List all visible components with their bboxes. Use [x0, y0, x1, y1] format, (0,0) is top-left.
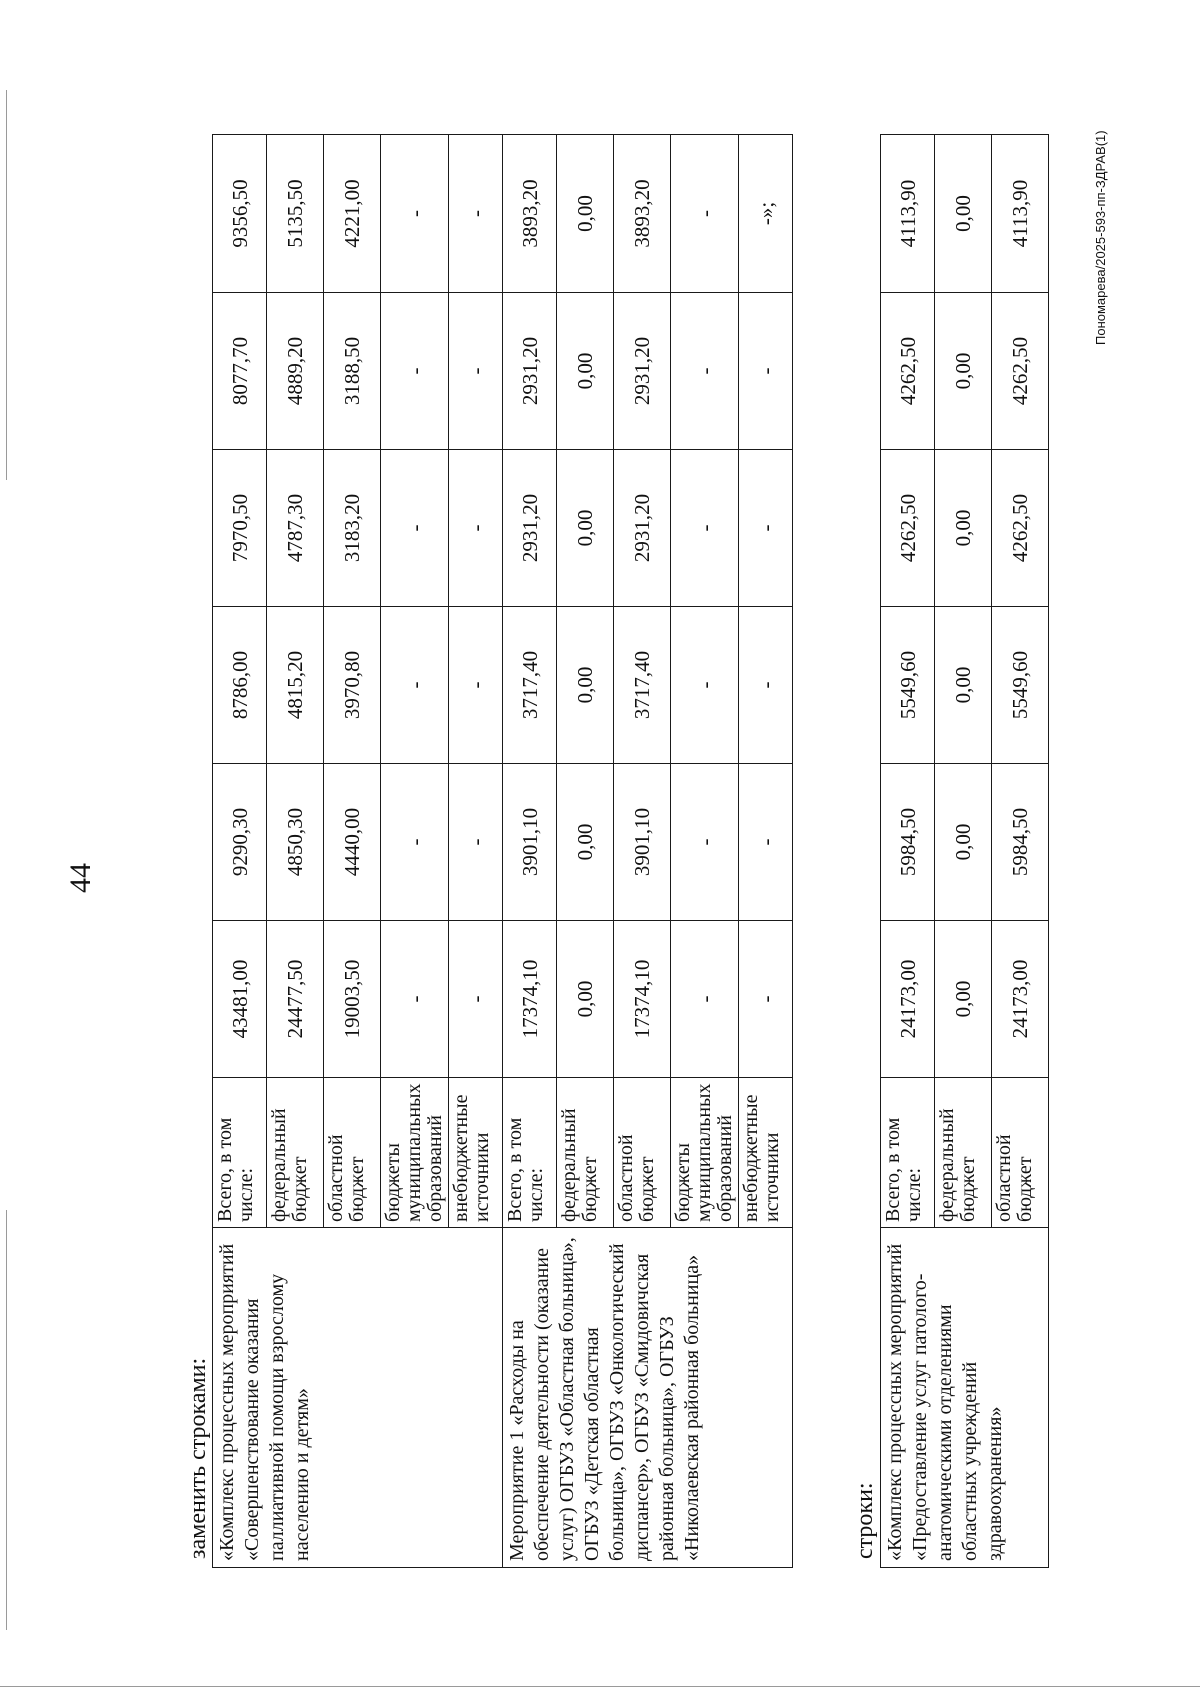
- funding-source: федеральный бюджет: [557, 1078, 614, 1228]
- amount-cell: 3188,50: [324, 293, 381, 450]
- amount-cell: 24173,00: [992, 921, 1049, 1078]
- amount-cell: -: [449, 921, 503, 1078]
- amount-cell: 3901,10: [503, 764, 557, 921]
- amount-cell: 2931,20: [614, 450, 671, 607]
- caption-replace: заменить строками:: [185, 1357, 211, 1559]
- amount-cell: -: [449, 764, 503, 921]
- amount-cell: 3893,20: [614, 135, 671, 293]
- amount-cell: -: [671, 607, 739, 764]
- amount-cell: 4113,90: [881, 135, 935, 293]
- amount-cell: 0,00: [935, 135, 992, 293]
- amount-cell: 5135,50: [267, 135, 324, 293]
- amount-cell: -: [449, 607, 503, 764]
- amount-cell: 3183,20: [324, 450, 381, 607]
- amount-cell: 2931,20: [614, 293, 671, 450]
- amount-cell: 0,00: [935, 293, 992, 450]
- amount-cell: 5549,60: [992, 607, 1049, 764]
- funding-source: федеральный бюджет: [935, 1078, 992, 1228]
- amount-cell: 0,00: [557, 921, 614, 1078]
- table-row: [881, 135, 935, 1568]
- amount-cell: 0,00: [557, 135, 614, 293]
- amount-cell: -: [381, 764, 449, 921]
- amount-cell: -: [739, 607, 793, 764]
- amount-cell: 0,00: [935, 607, 992, 764]
- amount-cell: -: [381, 607, 449, 764]
- amount-cell: 4787,30: [267, 450, 324, 607]
- amount-cell: 43481,00: [213, 921, 267, 1078]
- amount-cell: 4113,90: [992, 135, 1049, 293]
- amount-cell: 3970,80: [324, 607, 381, 764]
- amount-cell: 0,00: [935, 921, 992, 1078]
- amount-cell: -: [739, 293, 793, 450]
- document-reference: [1093, 130, 1200, 360]
- amount-cell: 9290,30: [213, 764, 267, 921]
- amount-cell: 0,00: [557, 607, 614, 764]
- amount-cell: -: [449, 450, 503, 607]
- amount-cell: 2931,20: [503, 293, 557, 450]
- scan-edge-line: [6, 1210, 7, 1630]
- funding-source: бюджеты муниципальных образований: [671, 1078, 739, 1228]
- amount-cell: 7970,50: [213, 450, 267, 607]
- funding-source: областной бюджет: [614, 1078, 671, 1228]
- amount-cell: 2931,20: [503, 450, 557, 607]
- funding-source: внебюджетные источники: [449, 1078, 503, 1228]
- amount-cell: 4262,50: [881, 293, 935, 450]
- table-row: [503, 135, 557, 1568]
- funding-source: внебюджетные источники: [739, 1078, 793, 1228]
- amount-cell: 24173,00: [881, 921, 935, 1078]
- amount-cell: -: [671, 764, 739, 921]
- amount-cell: 3893,20: [503, 135, 557, 293]
- measure-description: Мероприятие 1 «Расходы на обеспечение деятельности (оказание услуг) ОГБУЗ «Областная больница», ОГБУЗ «Детская областная больница», ОГБУЗ «Онкологический диспансер», ОГБУЗ «Смидовичская районная больница», ОГБУЗ «Николаевская районная больница»: [503, 1228, 793, 1568]
- amount-cell: -: [671, 450, 739, 607]
- table-original-rows: [880, 134, 1049, 1568]
- amount-cell: -: [739, 450, 793, 607]
- measure-description: «Комплекс процессных мероприятий «Предоставление услуг патолого-анатомическими отделениями областных учреждений здравоохранения»: [881, 1228, 1049, 1568]
- amount-cell: 9356,50: [213, 135, 267, 293]
- amount-cell: 4440,00: [324, 764, 381, 921]
- amount-cell: -: [449, 135, 503, 293]
- amount-cell: -: [671, 135, 739, 293]
- funding-source: федеральный бюджет: [267, 1078, 324, 1228]
- funding-source: областной бюджет: [992, 1078, 1049, 1228]
- amount-cell: 0,00: [557, 450, 614, 607]
- funding-source: бюджеты муниципальных образований: [381, 1078, 449, 1228]
- document-reference-text: Пономарева/2025-593-пп-ЗДРАВ(1): [1093, 130, 1108, 345]
- amount-cell: -: [381, 135, 449, 293]
- amount-cell: 17374,10: [503, 921, 557, 1078]
- scan-edge-line: [0, 1686, 1200, 1687]
- amount-cell: 4262,50: [881, 450, 935, 607]
- amount-cell: 3717,40: [614, 607, 671, 764]
- amount-cell: 0,00: [935, 450, 992, 607]
- table-row: [213, 135, 267, 1568]
- amount-cell: 19003,50: [324, 921, 381, 1078]
- amount-cell: 0,00: [557, 293, 614, 450]
- amount-cell: 4889,20: [267, 293, 324, 450]
- amount-cell: 3901,10: [614, 764, 671, 921]
- amount-cell: 5984,50: [992, 764, 1049, 921]
- amount-cell: 5984,50: [881, 764, 935, 921]
- amount-cell: 8786,00: [213, 607, 267, 764]
- funding-source: Всего, в том числе:: [881, 1078, 935, 1228]
- amount-cell: 8077,70: [213, 293, 267, 450]
- funding-source: Всего, в том числе:: [503, 1078, 557, 1228]
- funding-source: областной бюджет: [324, 1078, 381, 1228]
- amount-cell: -: [449, 293, 503, 450]
- amount-cell: -: [739, 764, 793, 921]
- caption-rows: строки:: [852, 1482, 878, 1559]
- table-replacement-rows: [212, 134, 793, 1568]
- amount-cell: 17374,10: [614, 921, 671, 1078]
- scan-edge-line: [6, 90, 7, 480]
- amount-cell: -: [671, 921, 739, 1078]
- amount-cell: 4262,50: [992, 450, 1049, 607]
- amount-cell: -»;: [739, 135, 793, 293]
- amount-cell: 0,00: [935, 764, 992, 921]
- measure-description: «Комплекс процессных мероприятий «Совершенствование оказания паллиативной помощи взрослому населению и детям»: [213, 1228, 503, 1568]
- page-number: 44: [64, 863, 97, 893]
- amount-cell: -: [381, 450, 449, 607]
- amount-cell: -: [671, 293, 739, 450]
- amount-cell: 3717,40: [503, 607, 557, 764]
- funding-source: Всего, в том числе:: [213, 1078, 267, 1228]
- amount-cell: 4850,30: [267, 764, 324, 921]
- amount-cell: -: [381, 293, 449, 450]
- amount-cell: 24477,50: [267, 921, 324, 1078]
- amount-cell: 5549,60: [881, 607, 935, 764]
- amount-cell: 4221,00: [324, 135, 381, 293]
- amount-cell: 4262,50: [992, 293, 1049, 450]
- amount-cell: 4815,20: [267, 607, 324, 764]
- amount-cell: -: [381, 921, 449, 1078]
- amount-cell: 0,00: [557, 764, 614, 921]
- amount-cell: -: [739, 921, 793, 1078]
